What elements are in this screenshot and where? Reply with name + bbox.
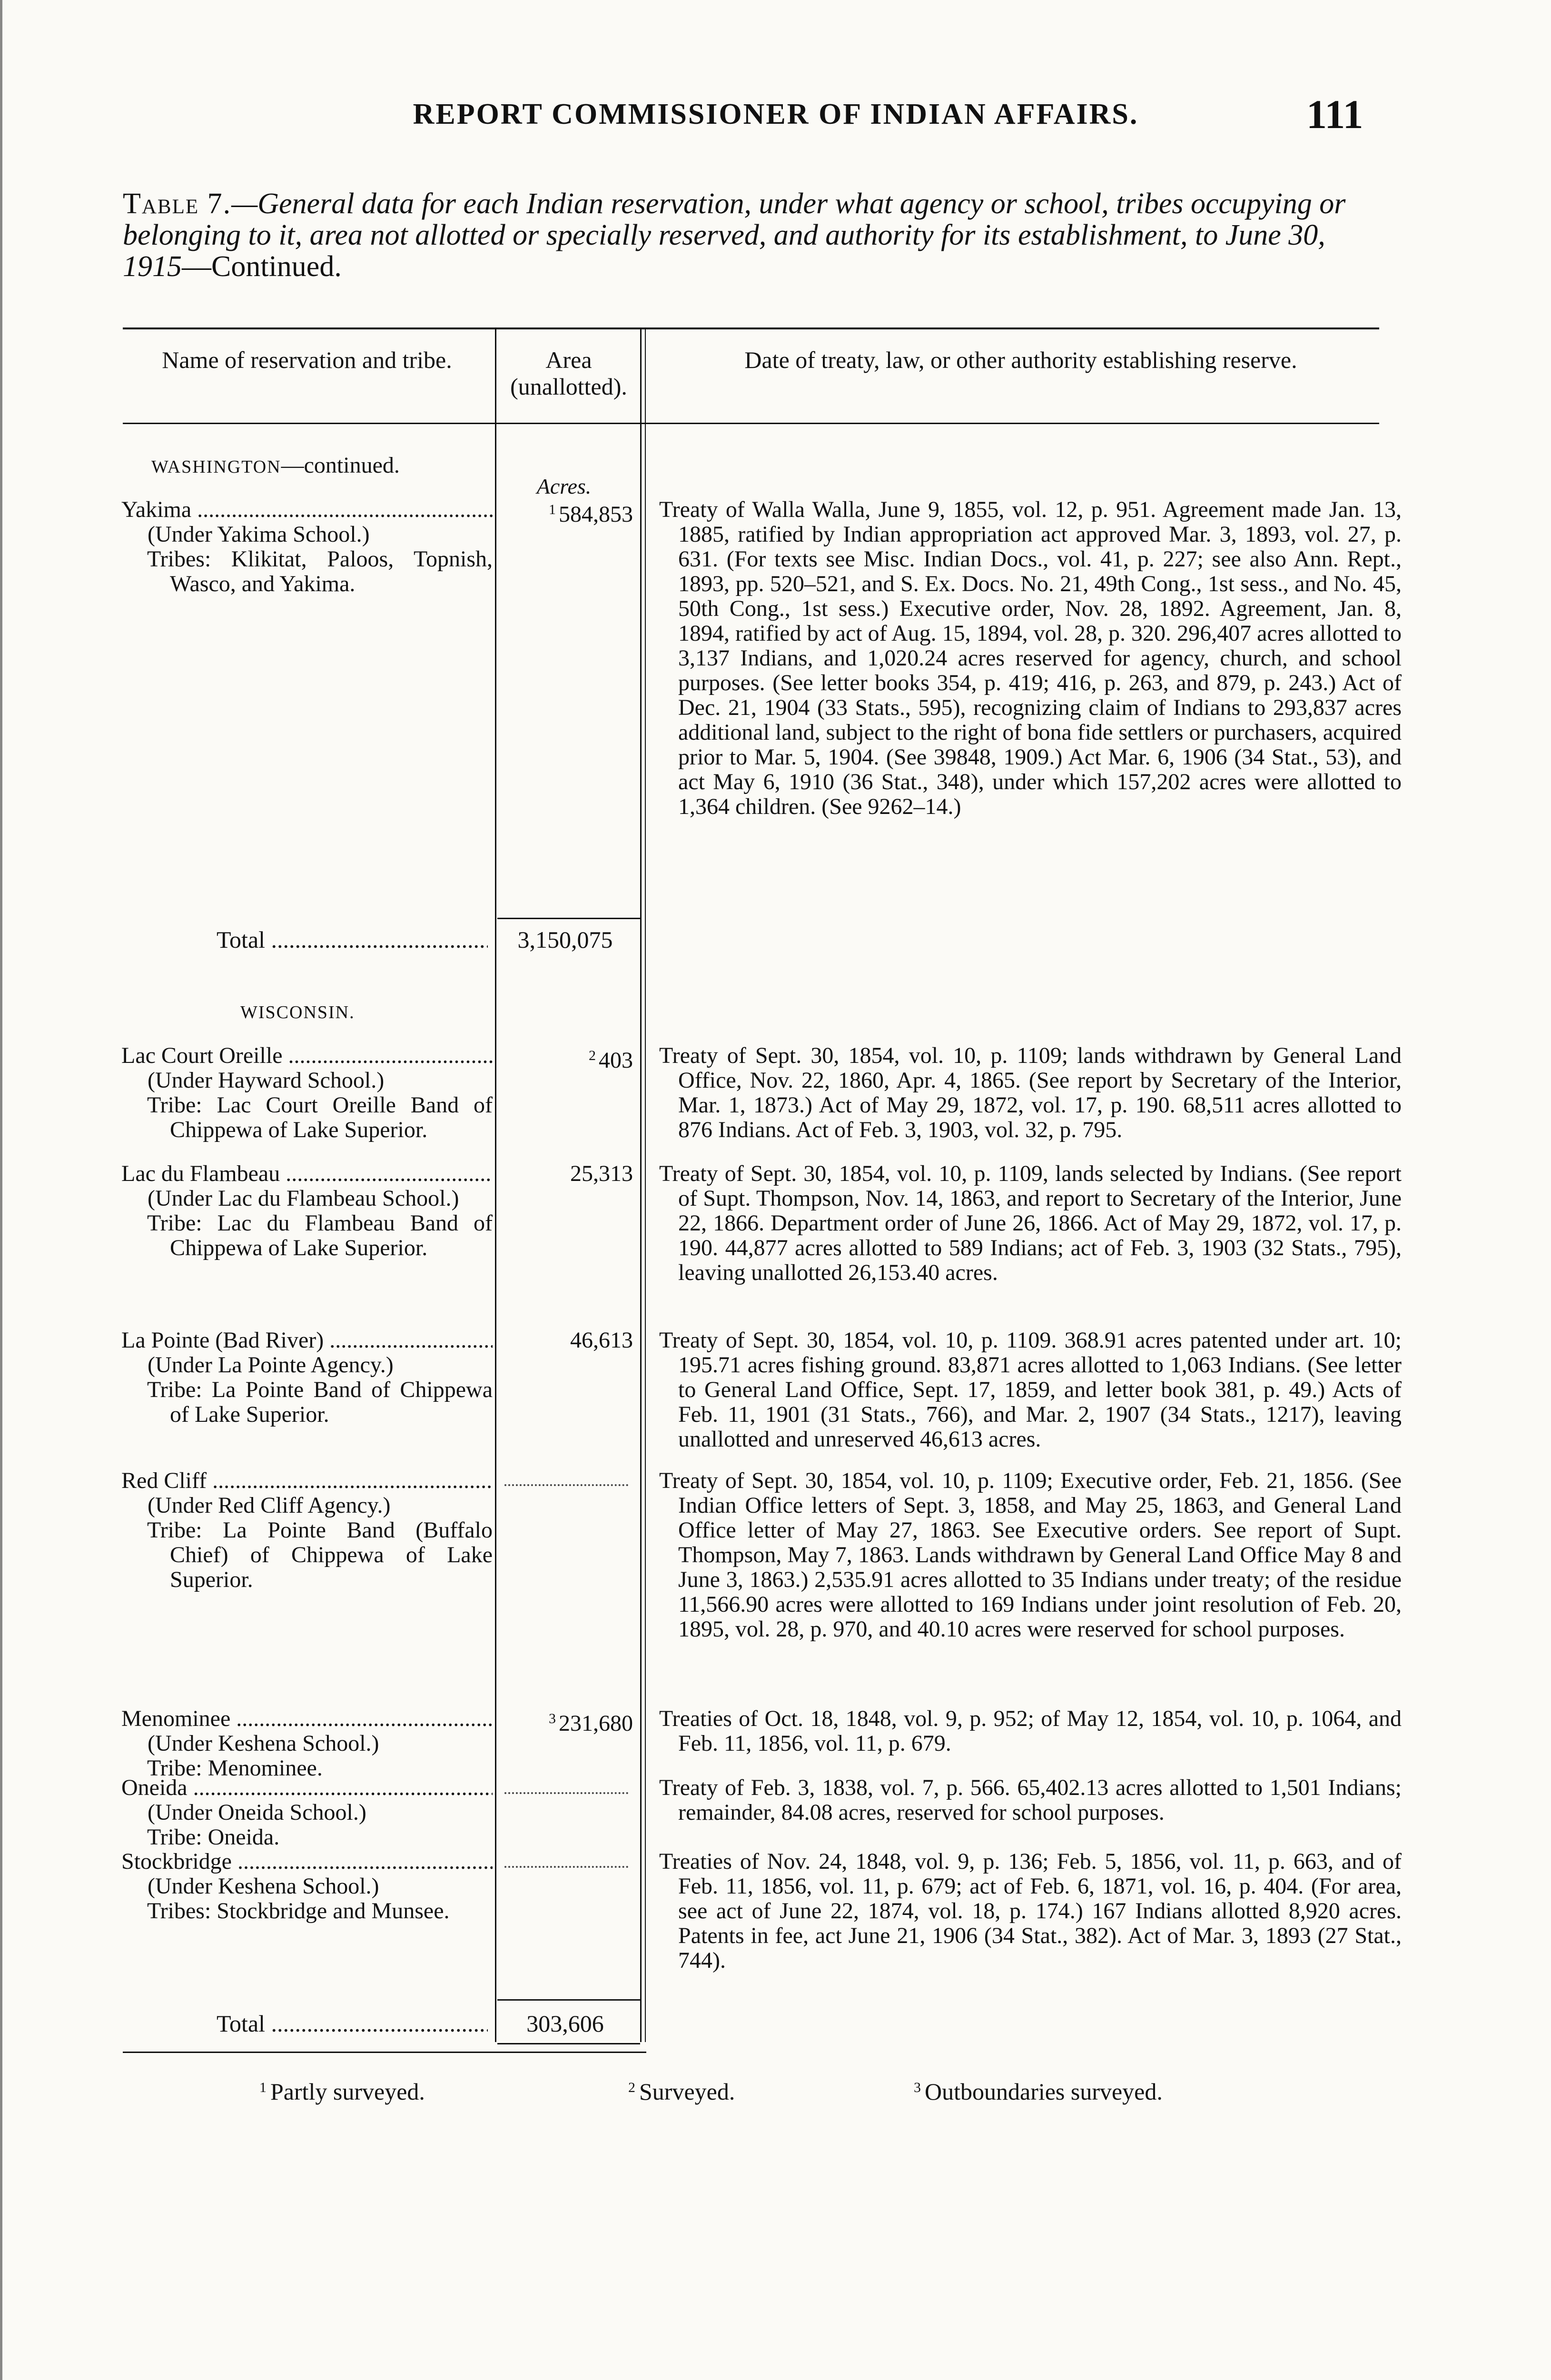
area-value: 231,680 (559, 1711, 633, 1736)
authority-lac-court-oreille: Treaty of Sept. 30, 1854, vol. 10, p. 1109; lands withdrawn by General Land Office, Nov. 22, 1860, Apr. 4, 1865. (See report by Secretary of the Interior, Mar. 1, 1873.) Act of May 29, 1872, vol. 17, p. 190. 68,511 acres allotted to 876 Indians. Act of Feb. 3, 1903, vol. 32, p. 795. (659, 1043, 1402, 1142)
acres-unit-label: Acres. (536, 474, 592, 498)
footnote-mark: 2 (628, 2080, 635, 2095)
page-number: 111 (1306, 91, 1363, 137)
area-menominee (500, 1706, 633, 1736)
area-column-right-rule (645, 328, 646, 2042)
caption-lead: Table 7. (123, 188, 232, 220)
footnote-mark: 3 (914, 2080, 921, 2095)
total-label-washington: Total ..... (217, 926, 488, 953)
section-heading-suffix: —continued. (281, 453, 400, 478)
reservation-agency: (Under La Pointe Agency.) (148, 1352, 394, 1378)
total-washington: 3,150,075 (517, 926, 613, 953)
reservation-entry-lac-du-flambeau (121, 1161, 493, 1260)
section-heading-wisconsin: WISCONSIN. (240, 1002, 355, 1022)
authority-stockbridge: Treaties of Nov. 24, 1848, vol. 9, p. 136; Feb. 5, 1856, vol. 11, p. 663, and of Feb. 11, 1856, vol. 11, p. 679; act of Feb. 6, 1871, vol. 16, p. 404. (For area, see act of June 22, 1874, vol. 18, p. 174.) 167 Indians allotted 8,920 acres. Patents in fee, act June 21, 1906 (34 Stat., 382). Act of Mar. 3, 1893 (27 Stat., 744). (659, 1849, 1402, 1973)
running-head: REPORT COMMISSIONER OF INDIAN AFFAIRS. (413, 98, 1139, 130)
authority-oneida: Treaty of Feb. 3, 1838, vol. 7, p. 566. 65,402.13 acres allotted to 1,501 Indians; remainder, 84.08 acres, reserved for school purposes. (659, 1775, 1402, 1825)
area-lac-du-flambeau (500, 1161, 633, 1186)
footnote-ref: 1 (549, 502, 556, 517)
total-rule-washington (497, 918, 640, 919)
reservation-entry-oneida (121, 1775, 493, 1850)
authority-red-cliff: Treaty of Sept. 30, 1854, vol. 10, p. 1109; Executive order, Feb. 21, 1856. (See Indian Office letters of Sept. 3, 1858, and May 25, 1863, and General Land Office letter of May 27, 1863. See Executive orders. See report of Supt. Thompson, May 7, 1863. Lands withdrawn by General Land Office May 8 and June 3, 1863.) 2,535.91 acres allotted to 35 Indians under treaty; of the residue 11,566.90 acres were allotted to 169 Indians under joint resolution of Feb. 20, 1895, vol. 28, p. 970, and 40.10 acres were reserved for school purposes. (659, 1468, 1402, 1642)
column-header-authority: Date of treaty, law, or other authority establishing reserve. (744, 347, 1297, 373)
area-value: 584,853 (559, 502, 633, 527)
column-divider-right (640, 328, 642, 2042)
reservation-name: Lac du Flambeau ..... (121, 1161, 493, 1186)
reservation-agency: (Under Keshena School.) (148, 1731, 379, 1756)
reservation-name: La Pointe (Bad River) ..... (121, 1328, 493, 1353)
table-top-rule (123, 327, 1379, 329)
reservation-name: Lac Court Oreille ..... (121, 1043, 493, 1068)
table-caption (123, 188, 1379, 282)
authority-lac-du-flambeau: Treaty of Sept. 30, 1854, vol. 10, p. 1109, lands selected by Indians. (See report of Supt. Thompson, Nov. 14, 1863, and report to Secretary of the Interior, June 22, 1866. Department order of June 26, 1866. Act of May 29, 1872, vol. 17, p. 190. 44,877 acres allotted to 589 Indians; act of Feb. 3, 1903 (32 Stats., 795), leaving unallotted 26,153.40 acres. (659, 1161, 1402, 1285)
caption-suffix: —Continued. (182, 250, 342, 283)
section-heading-label: WASHINGTON (151, 457, 281, 477)
footnote-mark: 1 (259, 2080, 267, 2095)
area-value: 25,313 (570, 1161, 633, 1186)
reservation-tribe: Tribes: Klikitat, Paloos, Topnish, Wasco, and Yakima. (147, 546, 493, 596)
total-wisconsin: 303,606 (526, 2010, 604, 2037)
column-divider-left (495, 328, 496, 2042)
reservation-entry-la-pointe (121, 1328, 493, 1427)
reservation-entry-menominee (121, 1706, 493, 1781)
area-value: 403 (599, 1048, 633, 1073)
reservation-tribe: Tribe: Lac Court Oreille Band of Chippewa of Lake Superior. (147, 1092, 493, 1142)
area-placeholder-oneida (504, 1792, 628, 1794)
footnote-2 (628, 2078, 735, 2105)
reservation-entry-yakima (121, 497, 493, 596)
area-lac-court-oreille (500, 1043, 633, 1073)
reservation-agency: (Under Keshena School.) (148, 1874, 379, 1899)
area-yakima (500, 497, 633, 527)
total-rule-top-wisconsin (497, 1999, 640, 2001)
reservation-tribe: Tribe: La Pointe Band of Chippewa of Lake Superior. (147, 1377, 493, 1427)
reservation-name: Yakima ..... (121, 497, 493, 522)
reservation-agency: (Under Yakima School.) (148, 522, 370, 547)
reservation-agency: (Under Oneida School.) (148, 1800, 366, 1825)
column-header-area: Area (unallotted). (510, 347, 627, 400)
reservation-tribe: Tribe: Menominee. (147, 1755, 323, 1781)
reservation-tribe: Tribe: Lac du Flambeau Band of Chippewa of Lake Superior. (147, 1210, 493, 1260)
total-label-wisconsin: Total ..... (217, 2010, 488, 2037)
footnote-1 (259, 2078, 425, 2105)
reservation-entry-lac-court-oreille (121, 1043, 493, 1142)
authority-menominee: Treaties of Oct. 18, 1848, vol. 9, p. 952; of May 12, 1854, vol. 10, p. 1064, and Feb. 11, 1856, vol. 11, p. 679. (659, 1706, 1402, 1756)
column-header-name: Name of reservation and tribe. (162, 347, 452, 373)
reservation-name: Menominee ..... (121, 1706, 493, 1731)
reservation-tribe: Tribes: Stockbridge and Munsee. (147, 1898, 450, 1924)
reservation-agency: (Under Lac du Flambeau School.) (148, 1186, 459, 1211)
area-placeholder-stockbridge (504, 1866, 628, 1868)
reservation-tribe: Tribe: La Pointe Band (Buffalo Chief) of Chippewa of Lake Superior. (147, 1517, 493, 1592)
authority-la-pointe: Treaty of Sept. 30, 1854, vol. 10, p. 1109. 368.91 acres patented under art. 10; 195.71 acres fishing ground. 83,871 acres allotted to 1,063 Indians. (See letter to General Land Office, Sept. 17, 1859, and letter book 381, p. 49.) Acts of Feb. 11, 1901 (31 Stats., 766), and Mar. 2, 1907 (34 Stats., 1217), leaving unallotted and unreserved 46,613 acres. (659, 1328, 1402, 1452)
reservation-agency: (Under Hayward School.) (148, 1068, 385, 1093)
reservation-agency: (Under Red Cliff Agency.) (148, 1493, 391, 1518)
area-la-pointe (500, 1328, 633, 1353)
reservation-entry-red-cliff (121, 1468, 493, 1592)
footnote-ref: 2 (589, 1048, 596, 1063)
footnote-text: Partly surveyed. (270, 2078, 425, 2105)
authority-yakima: Treaty of Walla Walla, June 9, 1855, vol. 12, p. 951. Agreement made Jan. 13, 1885, ratified by Indian appropriation act approved Mar. 3, 1893, vol. 27, p. 631. (For texts see Misc. Indian Docs., vol. 41, p. 227; see also Ann. Rept., 1893, pp. 520–521, and S. Ex. Docs. No. 21, 49th Cong., 1st sess., and No. 45, 50th Cong., 1st sess.) Executive order, Nov. 28, 1892. Agreement, Jan. 8, 1894, ratified by act of Aug. 15, 1894, vol. 28, p. 320. 296,407 acres allotted to 3,137 Indians, and 1,020.24 acres reserved for agency, church, and school purposes. (See letter books 354, p. 419; 416, p. 263, and 879, p. 243.) Act of Dec. 21, 1904 (33 Stats., 595), recognizing claim of Indians to 293,837 acres additional land, subject to the right of bona fide settlers or purchasers, acquired prior to Mar. 5, 1904. (See 39848, 1909.) Act Mar. 6, 1906 (34 Stat., 53), and act May 6, 1910 (36 Stat., 348), under which 157,202 acres were allotted to 1,364 children. (See 9262–14.) (659, 497, 1402, 819)
area-value: 46,613 (570, 1328, 633, 1353)
footnote-3 (914, 2078, 1163, 2105)
section-heading-washington (151, 452, 400, 478)
total-rule-bottom-wisconsin (497, 2043, 640, 2044)
area-placeholder-red-cliff (504, 1484, 628, 1486)
reservation-name: Red Cliff ..... (121, 1468, 493, 1493)
caption-text: —General data for each Indian reservation, under what agency or school, tribes occupying or belonging to it, area not allotted or specially reserved, and authority for its establishment, to June 30, 1915 (123, 188, 1346, 283)
scan-edge-mark (0, 0, 10, 2380)
reservation-name: Stockbridge ..... (121, 1849, 493, 1874)
reservation-entry-stockbridge (121, 1849, 493, 1924)
reservation-tribe: Tribe: Oneida. (147, 1825, 280, 1850)
footnote-text: Surveyed. (639, 2078, 735, 2105)
header-bottom-rule (123, 423, 1379, 424)
table-bottom-rule (123, 2052, 646, 2053)
reservation-name: Oneida ..... (121, 1775, 493, 1800)
footnote-text: Outboundaries surveyed. (925, 2078, 1163, 2105)
footnote-ref: 3 (549, 1711, 556, 1726)
